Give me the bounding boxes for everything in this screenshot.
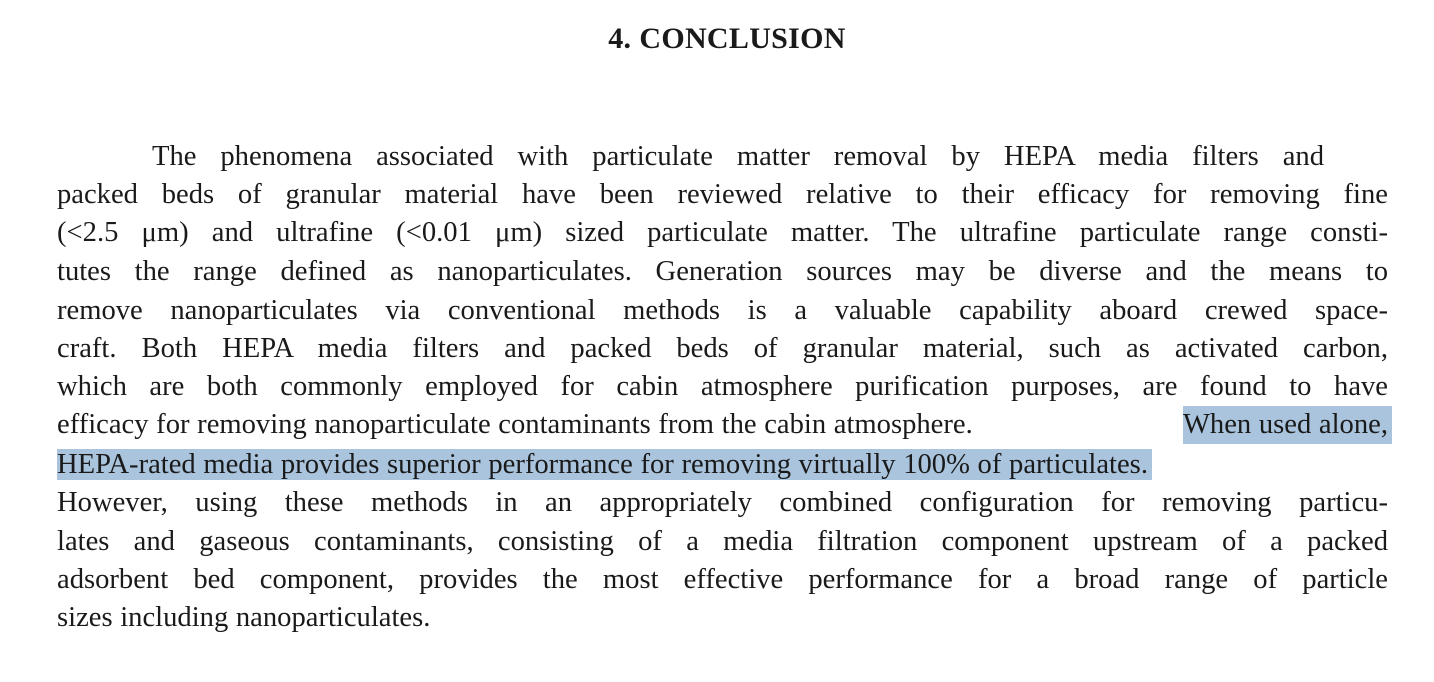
paragraph-line-10[interactable]: However, using these methods in an appropriately combined configuration for removing particu- xyxy=(57,487,1388,518)
paragraph-line-12[interactable]: adsorbent bed component, provides the most effective performance for a broad range of particle xyxy=(57,564,1388,595)
paragraph-line-13[interactable]: sizes including nanoparticulates. xyxy=(57,602,431,633)
paragraph-line-9[interactable] xyxy=(57,446,1148,484)
section-heading xyxy=(0,22,1434,56)
section-title: CONCLUSION xyxy=(639,22,846,55)
selected-text-start[interactable]: When used alone, xyxy=(1183,406,1392,444)
section-number: 4. xyxy=(608,22,632,55)
selected-text-end[interactable]: HEPA-rated media provides superior performance for removing virtually 100% of particulates. xyxy=(57,449,1152,480)
paragraph-line-5[interactable]: remove nanoparticulates via conventional methods is a valuable capability aboard crewed space- xyxy=(57,295,1388,326)
paragraph-line-1[interactable]: The phenomena associated with particulate matter removal by HEPA media filters and xyxy=(152,141,1324,172)
paragraph-line-4[interactable]: tutes the range defined as nanoparticulates. Generation sources may be diverse and the means to xyxy=(57,256,1388,287)
line-8-text[interactable]: efficacy for removing nanoparticulate contaminants from the cabin atmosphere. xyxy=(57,409,973,440)
paragraph-line-11[interactable]: lates and gaseous contaminants, consisting of a media filtration component upstream of a packed xyxy=(57,526,1388,557)
paragraph-line-8[interactable] xyxy=(57,406,1388,444)
paragraph-line-6[interactable]: craft. Both HEPA media filters and packed beds of granular material, such as activated carbon, xyxy=(57,333,1388,364)
paragraph-line-3[interactable]: (<2.5 μm) and ultrafine (<0.01 μm) sized particulate matter. The ultrafine particulate range consti- xyxy=(57,217,1388,248)
paragraph-line-2[interactable]: packed beds of granular material have been reviewed relative to their efficacy for removing fine xyxy=(57,179,1388,210)
paragraph-line-7[interactable]: which are both commonly employed for cabin atmosphere purification purposes, are found to have xyxy=(57,371,1388,402)
